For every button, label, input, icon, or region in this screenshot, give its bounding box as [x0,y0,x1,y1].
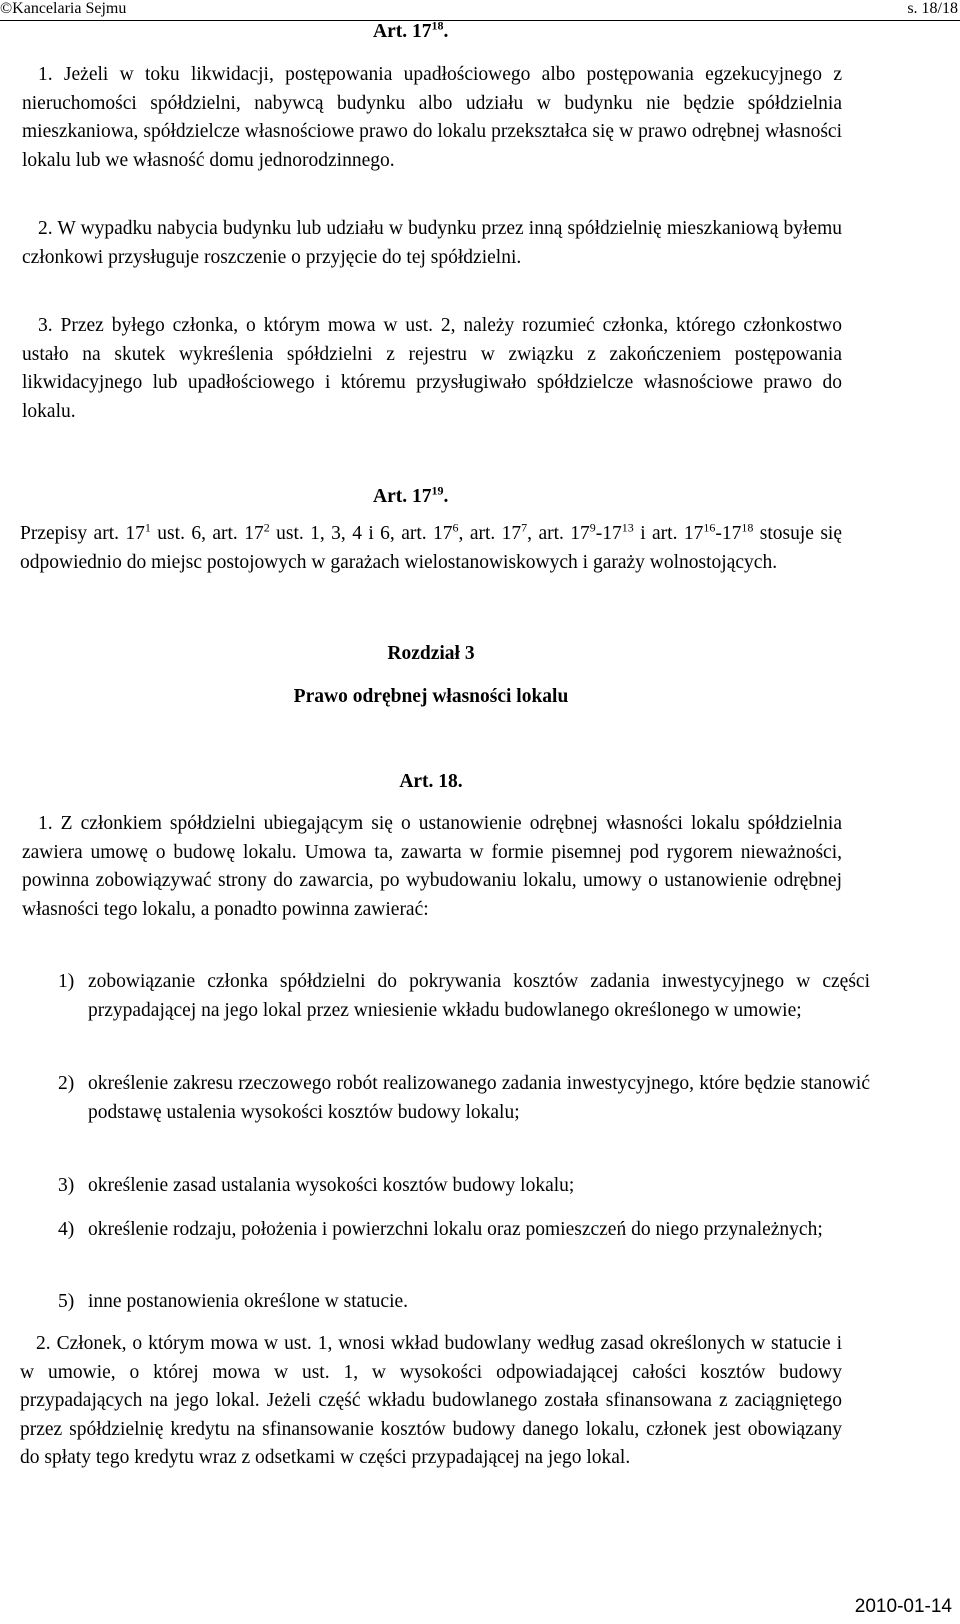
copyright-label: ©Kancelaria Sejmu [0,0,127,17]
list-item-text: określenie rodzaju, położenia i powierzchni lokalu oraz pomieszczeń do niego przynależnych; [88,1219,823,1240]
list-item-number: 5) [58,1291,75,1312]
art-17-18-paragraph-2: 2. W wypadku nabycia budynku lub udziału w budynku przez inną spółdzielnię mieszkaniową byłemu członkowi przysługuje roszczenie o przyjęcie do tej spółdzielni. [22,218,842,268]
document-date: 2010-01-14 [854,1596,952,1617]
chapter-label: Rozdział 3 [387,643,475,664]
art-17-18-paragraph-3: 3. Przez byłego członka, o którym mowa w ust. 2, należy rozumieć członka, którego członkostwo ustało na skutek wykreślenia spółdzielni z rejestru w związku z zakończeniem postępowania likwidacyjnego lub upadłościowego i któremu przysługiwało spółdzielcze własnościowe prawo do lokalu. [22,315,842,422]
list-item-number: 3) [58,1175,75,1196]
art-18-paragraph-1: 1. Z członkiem spółdzielni ubiegającym się o ustanowienie odrębnej własności lokalu spółdzielnia zawiera umowę o budowę lokalu. Umowa ta, zawarta w formie pisemnej pod rygorem nieważności, powinna zobowiązywać strony do zawarcia, po wybudowaniu lokalu, umowy o ustanowienie odrębnej własności tego lokalu, a ponadto powinna zawierać: [22,813,842,920]
list-item-number: 4) [58,1219,75,1240]
list-item-text: inne postanowienia określone w statucie. [88,1291,409,1312]
list-item-text: zobowiązanie członka spółdzielni do pokrywania kosztów zadania inwestycyjnego w części przypadającej na jego lokal przez wniesienie wkładu budowlanego określonego w umowie; [88,971,870,1021]
chapter-title: Prawo odrębnej własności lokalu [293,686,569,707]
art-17-18-paragraph-1: 1. Jeżeli w toku likwidacji, postępowania upadłościowego albo postępowania egzekucyjnego z nieruchomości spółdzielni, nabywcą budynku albo udziału w budynku nie będzie spółdzielnia mieszkaniowa, spółdzielcze własnościowe prawo do lokalu przekształca się w prawo odrębnej własności lokalu lub we własność domu jednorodzinnego. [22,64,842,171]
list-item-text: określenie zakresu rzeczowego robót realizowanego zadania inwestycyjnego, które będzie stanowić podstawę ustalenia wysokości kosztów budowy lokalu; [88,1073,870,1123]
list-item-number: 1) [58,971,75,992]
art-18-paragraph-2: 2. Członek, o którym mowa w ust. 1, wnosi wkład budowlany według zasad określonych w statucie i w umowie, o której mowa w ust. 1, w wysokości odpowiadającej całości kosztów budowy przypadających na jego lokal. Jeżeli część wkładu budowlanego została sfinansowana z zaciągniętego przez spółdzielnię kredytu na sfinansowanie kosztów budowy danego lokalu, członek jest obowiązany do spłaty tego kredytu wraz z odsetkami w części przypadającej na jego lokal. [20,1333,842,1468]
art-17-19-heading: Art. $17^{19}$. [373,483,449,507]
art-18-list-item-4 [58,1216,870,1245]
art-17-18-heading: Art. $17^{18}$. [373,18,449,42]
art-18-list-item-2 [58,1070,870,1127]
page-number: s. 18/18 [907,0,958,17]
art-17-19-paragraph: Przepisy art. $17^1$ ust. 6, art. $17^2$ ust. 1, 3, 4 i 6, art. $17^6$, art. $17^7$, art. $17^9-17^{13}$ i art. $17^{16}-17^{18}$ stosuje się odpowiednio do miejsc postojowych w garażach wielostanowiskowych i garaży wolnostojących. [20,520,842,573]
art-18-heading: Art. 18. [399,771,463,792]
list-item-text: określenie zasad ustalania wysokości kosztów budowy lokalu; [88,1175,575,1196]
art-18-list-item-5 [58,1288,870,1317]
list-item-number: 2) [58,1073,75,1094]
art-18-list-item-3 [58,1172,870,1201]
art-18-list-item-1 [58,968,870,1025]
